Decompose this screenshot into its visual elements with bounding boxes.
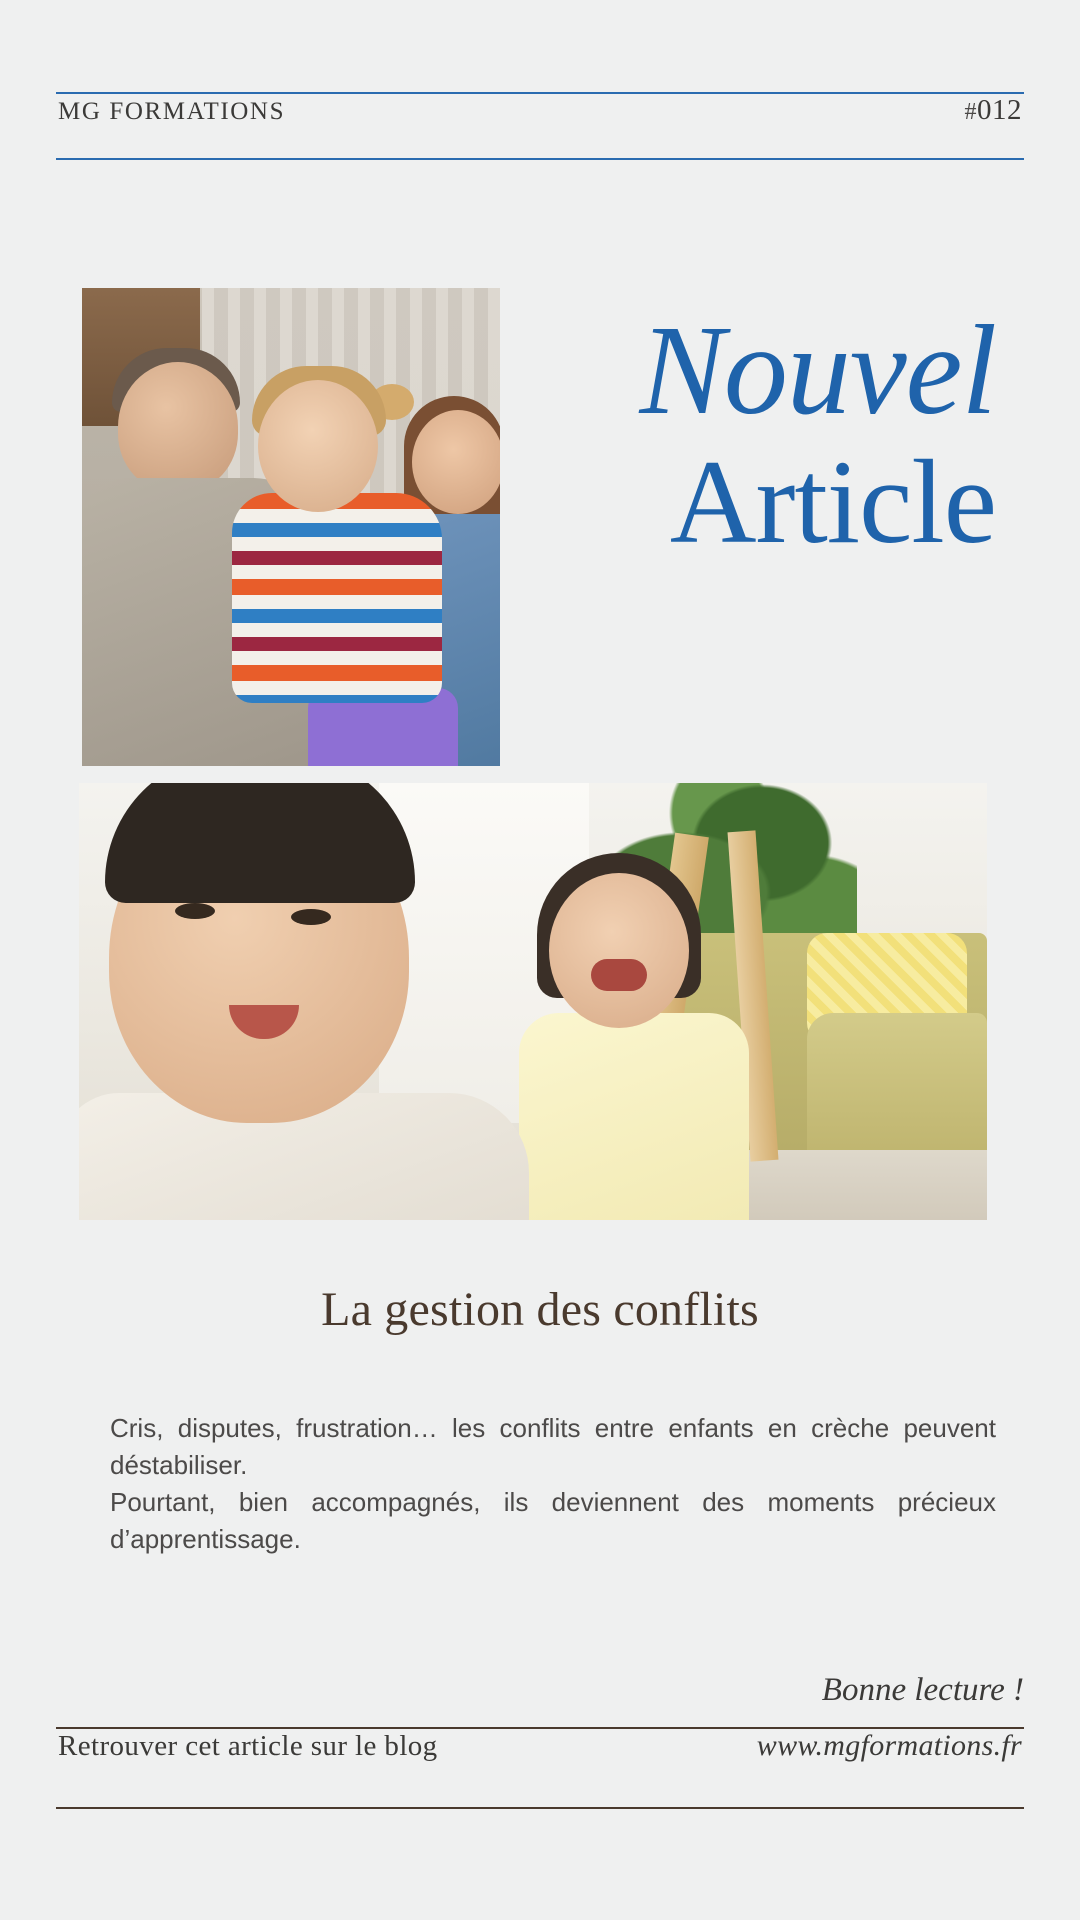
hero-title	[476, 299, 996, 569]
wide-photo-children-conflict	[79, 783, 987, 1220]
hero-title-line-1: Nouvel	[639, 299, 996, 441]
photo-b-boy-hair	[105, 783, 415, 903]
photo-b-boy-eye-left	[175, 903, 215, 919]
article-title: La gestion des conflits	[321, 1283, 759, 1336]
footer-blog-text: Retrouver cet article sur le blog	[58, 1730, 438, 1762]
footer-bottom-rule	[56, 1807, 1024, 1809]
photo-a-father-head	[118, 362, 238, 492]
article-body	[110, 1410, 996, 1558]
photo-b-girl-mouth	[591, 959, 647, 991]
hero-title-line-2: Article	[669, 435, 996, 569]
closing-note: Bonne lecture !	[821, 1672, 1024, 1708]
photo-illustration-b	[79, 783, 987, 1220]
article-paragraph-2: Pourtant, bien accompagnés, ils deviennent des moments précieux d’apprentissage.	[110, 1486, 996, 1554]
photo-b-sofa-arm	[807, 1013, 987, 1173]
photo-b-girl-body	[519, 1013, 749, 1220]
hero-section	[82, 288, 998, 778]
hero-photo-father-toddler	[82, 288, 500, 766]
photo-b-boy-eye-right	[291, 909, 331, 925]
photo-b-girl-head	[549, 873, 689, 1028]
footer	[56, 1727, 1024, 1809]
header-bottom-rule	[56, 158, 1024, 160]
footer-website-link[interactable]: www.mgformations.fr	[756, 1729, 1022, 1762]
brand-name: MG FORMATIONS	[58, 98, 286, 125]
header-row	[56, 94, 1024, 158]
photo-a-child-head	[258, 380, 378, 512]
photo-illustration-a	[82, 288, 500, 766]
photo-a-child-body	[232, 493, 442, 703]
hash-symbol: #	[964, 99, 977, 125]
footer-row	[56, 1729, 1024, 1807]
issue-value: 012	[977, 94, 1022, 126]
issue-number	[965, 94, 1023, 127]
article-paragraph-1: Cris, disputes, frustration… les conflits entre enfants en crèche peuvent déstabiliser.	[110, 1413, 996, 1480]
header	[56, 92, 1024, 160]
